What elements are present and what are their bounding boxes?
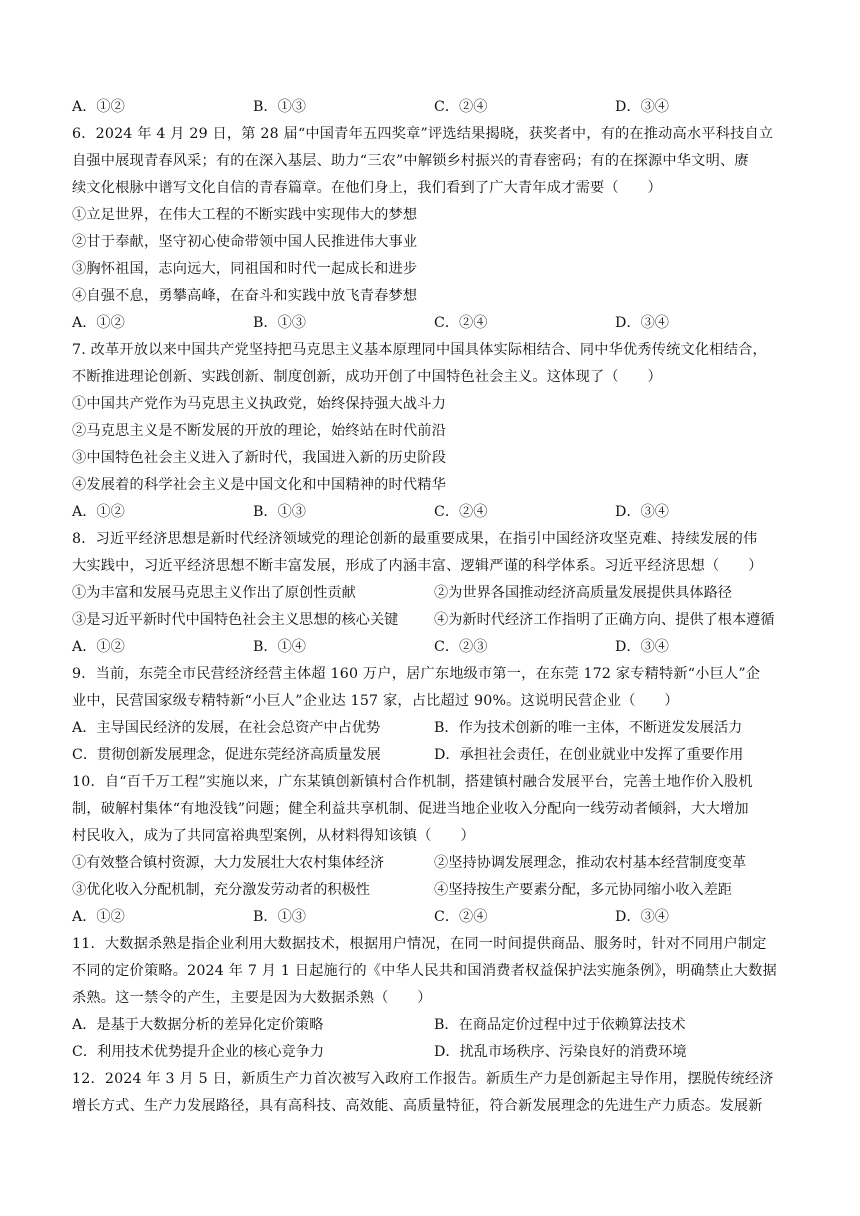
question-stem: 9．当前，东莞全市民营经济经营主体超 160 万户，居广东地级市第一，在东莞 172 家专精特新“小巨人”企 bbox=[72, 666, 761, 682]
statement-item: ③优化收入分配机制，充分激发劳动者的积极性 bbox=[72, 882, 370, 898]
statement-item: ①中国共产党作为马克思主义执政党，始终保持强大战斗力 bbox=[72, 396, 447, 412]
answer-options-row bbox=[72, 742, 796, 769]
option-d[interactable]: D．③④ bbox=[615, 504, 669, 520]
option-b[interactable]: B．①③ bbox=[253, 315, 306, 331]
question-stem: 10．自“百千万工程”实施以来，广东某镇创新镇村合作机制，搭建镇村融合发展平台，完善土地作价入股机 bbox=[72, 774, 753, 790]
answer-options bbox=[72, 310, 796, 337]
option-c[interactable]: C．②④ bbox=[434, 504, 488, 520]
answer-options-row bbox=[72, 1012, 796, 1039]
statement-item: ④为新时代经济工作指明了正确方向、提供了根本遵循 bbox=[434, 612, 775, 628]
statement-row bbox=[72, 607, 796, 634]
option-d[interactable]: D．扰乱市场秩序、污染良好的消费环境 bbox=[434, 1044, 687, 1060]
question-stem: 6．2024 年 4 月 29 日，第 28 届“中国青年五四奖章”评选结果揭晓，获奖者中，有的在推动高水平科技自立 bbox=[72, 126, 774, 142]
question-stem: 12．2024 年 3 月 5 日，新质生产力首次被写入政府工作报告。新质生产力是创新起主导作用，摆脱传统经济 bbox=[72, 1071, 774, 1087]
statement-item: ③中国特色社会主义进入了新时代，我国进入新的历史阶段 bbox=[72, 450, 447, 466]
question-7 bbox=[72, 337, 796, 526]
answer-options bbox=[72, 499, 796, 526]
option-a[interactable]: A．①② bbox=[72, 99, 125, 115]
option-d[interactable]: D．③④ bbox=[615, 99, 669, 115]
option-a[interactable]: A．①② bbox=[72, 504, 125, 520]
question-stem: 村民收入，成为了共同富裕典型案例，从材料得知该镇（ ） bbox=[72, 828, 475, 844]
question-stem: 续文化根脉中谱写文化自信的青春篇章。在他们身上，我们看到了广大青年成才需要（ ） bbox=[72, 180, 662, 196]
statement-item: ②甘于奉献，坚守初心使命带领中国人民推进伟大事业 bbox=[72, 234, 418, 250]
question-stem: 8．习近平经济思想是新时代经济领域党的理论创新的最重要成果，在指引中国经济攻坚克难、持续发展的伟 bbox=[72, 531, 758, 547]
option-a[interactable]: A．主导国民经济的发展，在社会总资产中占优势 bbox=[72, 720, 381, 736]
option-b[interactable]: B．在商品定价过程中过于依赖算法技术 bbox=[434, 1017, 686, 1033]
statement-item: ④自强不息，勇攀高峰，在奋斗和实践中放飞青春梦想 bbox=[72, 288, 418, 304]
option-b[interactable]: B．①③ bbox=[253, 99, 306, 115]
statement-item: ④坚持按生产要素分配，多元协同缩小收入差距 bbox=[434, 882, 732, 898]
option-a[interactable]: A．①② bbox=[72, 639, 125, 655]
statement-row bbox=[72, 850, 796, 877]
option-d[interactable]: D．承担社会责任，在创业就业中发挥了重要作用 bbox=[434, 747, 744, 763]
option-b[interactable]: B．①③ bbox=[253, 909, 306, 925]
question-stem: 制，破解村集体“有地没钱”问题；健全利益共享机制、促进当地企业收入分配向一线劳动者倾斜，大大增加 bbox=[72, 801, 749, 817]
question-9 bbox=[72, 661, 796, 769]
question-6 bbox=[72, 121, 796, 337]
statement-item: ③胸怀祖国，志向远大，同祖国和时代一起成长和进步 bbox=[72, 261, 418, 277]
answer-options-row bbox=[72, 1039, 796, 1066]
answer-options-row bbox=[72, 715, 796, 742]
option-b[interactable]: B．作为技术创新的唯一主体，不断迸发发展活力 bbox=[434, 720, 743, 736]
question-stem: 自强中展现青春风采；有的在深入基层、助力“三农”中解锁乡村振兴的青春密码；有的在探源中华文明、赓 bbox=[72, 153, 749, 169]
option-a[interactable]: A．①② bbox=[72, 909, 125, 925]
question-8 bbox=[72, 526, 796, 661]
option-b[interactable]: B．①③ bbox=[253, 504, 306, 520]
question-stem: 增长方式、生产力发展路径，具有高科技、高效能、高质量特征，符合新发展理念的先进生产力质态。发展新 bbox=[72, 1098, 763, 1114]
statement-item: ②马克思主义是不断发展的开放的理论，始终站在时代前沿 bbox=[72, 423, 447, 439]
answer-options bbox=[72, 904, 796, 931]
q5-options bbox=[72, 94, 796, 121]
question-stem: 7. 改革开放以来中国共产党坚持把马克思主义基本原理同中国具体实际相结合、同中华优秀传统文化相结合， bbox=[72, 342, 767, 358]
option-d[interactable]: D．③④ bbox=[615, 639, 669, 655]
option-a[interactable]: A．①② bbox=[72, 315, 125, 331]
option-d[interactable]: D．③④ bbox=[615, 909, 669, 925]
statement-item: ①为丰富和发展马克思主义作出了原创性贡献 bbox=[72, 585, 356, 601]
option-b[interactable]: B．①④ bbox=[253, 639, 306, 655]
statement-item: ①立足世界，在伟大工程的不断实践中实现伟大的梦想 bbox=[72, 207, 418, 223]
question-12 bbox=[72, 1066, 796, 1120]
option-c[interactable]: C．②③ bbox=[434, 639, 488, 655]
question-10 bbox=[72, 769, 796, 931]
option-c[interactable]: C．②④ bbox=[434, 909, 488, 925]
question-stem: 大实践中，习近平经济思想不断丰富发展，形成了内涵丰富、逻辑严谨的科学体系。习近平经济思想（ ） bbox=[72, 558, 763, 574]
option-c[interactable]: C．利用技术优势提升企业的核心竞争力 bbox=[72, 1044, 325, 1060]
statement-item: ④发展着的科学社会主义是中国文化和中国精神的时代精华 bbox=[72, 477, 447, 493]
option-c[interactable]: C．②④ bbox=[434, 99, 488, 115]
option-d[interactable]: D．③④ bbox=[615, 315, 669, 331]
option-c[interactable]: C．贯彻创新发展理念，促进东莞经济高质量发展 bbox=[72, 747, 381, 763]
statement-item: ①有效整合镇村资源，大力发展壮大农村集体经济 bbox=[72, 855, 385, 871]
option-a[interactable]: A．是基于大数据分析的差异化定价策略 bbox=[72, 1017, 324, 1033]
question-11 bbox=[72, 931, 796, 1066]
question-stem: 杀熟。这一禁令的产生，主要是因为大数据杀熟（ ） bbox=[72, 990, 432, 1006]
statement-row bbox=[72, 877, 796, 904]
option-c[interactable]: C．②④ bbox=[434, 315, 488, 331]
statement-row bbox=[72, 580, 796, 607]
question-stem: 业中，民营国家级专精特新“小巨人”企业达 157 家，占比超过 90%。这说明民营企业（ ） bbox=[72, 693, 679, 709]
question-stem: 不断推进理论创新、实践创新、制度创新，成功开创了中国特色社会主义。这体现了（ ） bbox=[72, 369, 662, 385]
question-stem: 不同的定价策略。2024 年 7 月 1 日起施行的《中华人民共和国消费者权益保护法实施条例》，明确禁止大数据 bbox=[72, 963, 777, 979]
answer-options bbox=[72, 634, 796, 661]
statement-item: ③是习近平新时代中国特色社会主义思想的核心关键 bbox=[72, 612, 399, 628]
statement-item: ②为世界各国推动经济高质量发展提供具体路径 bbox=[434, 585, 732, 601]
question-stem: 11．大数据杀熟是指企业利用大数据技术，根据用户情况，在同一时间提供商品、服务时，针对不同用户制定 bbox=[72, 936, 767, 952]
statement-item: ②坚持协调发展理念，推动农村基本经营制度变革 bbox=[434, 855, 747, 871]
exam-page bbox=[72, 94, 796, 1120]
